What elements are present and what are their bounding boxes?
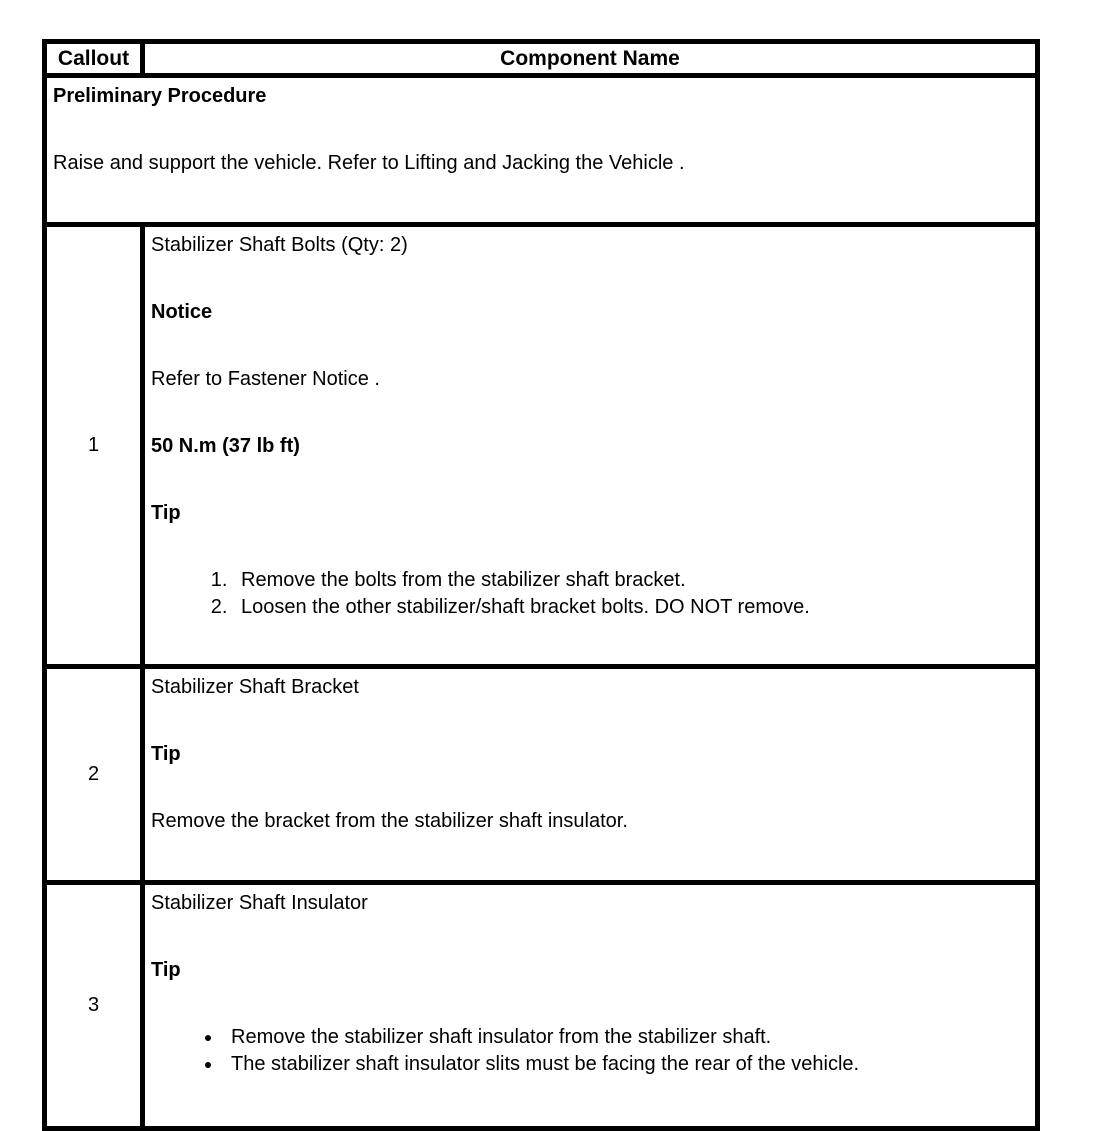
bold-label: Tip (151, 743, 181, 765)
component-row (45, 225, 1038, 667)
callout-number: 1 (45, 225, 143, 667)
callout-column-header: Callout (45, 42, 143, 76)
bold-label: 50 N.m (37 lb ft) (151, 435, 300, 457)
component-description-cell (143, 667, 1038, 883)
list-item: • Remove the stabilizer shaft insulator from the stabilizer shaft. (223, 1024, 1029, 1051)
callout-number: 3 (45, 883, 143, 1129)
preliminary-procedure-title: Preliminary Procedure (53, 85, 267, 107)
list-item: • The stabilizer shaft insulator slits must be facing the rear of the vehicle. (223, 1051, 1029, 1078)
description-text: Refer to Fastener Notice . (151, 368, 380, 390)
bullet-tip-list (151, 1024, 1029, 1078)
component-name-column-header: Component Name (143, 42, 1038, 76)
callout-number: 2 (45, 667, 143, 883)
preliminary-procedure-text: Raise and support the vehicle. Refer to Lifting and Jacking the Vehicle . (53, 152, 685, 174)
list-item: 2. Loosen the other stabilizer/shaft bracket bolts. DO NOT remove. (233, 594, 1029, 621)
component-callout-table (42, 39, 1040, 1131)
component-description-cell (143, 225, 1038, 667)
bold-label: Notice (151, 301, 213, 323)
preliminary-procedure-cell (45, 76, 1038, 225)
table-header-row (45, 42, 1038, 76)
bold-label: Tip (151, 959, 181, 981)
numbered-step-list (151, 567, 1029, 621)
list-item: 1. Remove the bolts from the stabilizer shaft bracket. (233, 567, 1029, 594)
description-text: Stabilizer Shaft Insulator (151, 892, 368, 914)
preliminary-procedure-row (45, 76, 1038, 225)
bold-label: Tip (151, 502, 181, 524)
description-text: Stabilizer Shaft Bracket (151, 676, 359, 698)
component-row (45, 667, 1038, 883)
description-text: Remove the bracket from the stabilizer shaft insulator. (151, 810, 628, 832)
description-text: Stabilizer Shaft Bolts (Qty: 2) (151, 234, 408, 256)
